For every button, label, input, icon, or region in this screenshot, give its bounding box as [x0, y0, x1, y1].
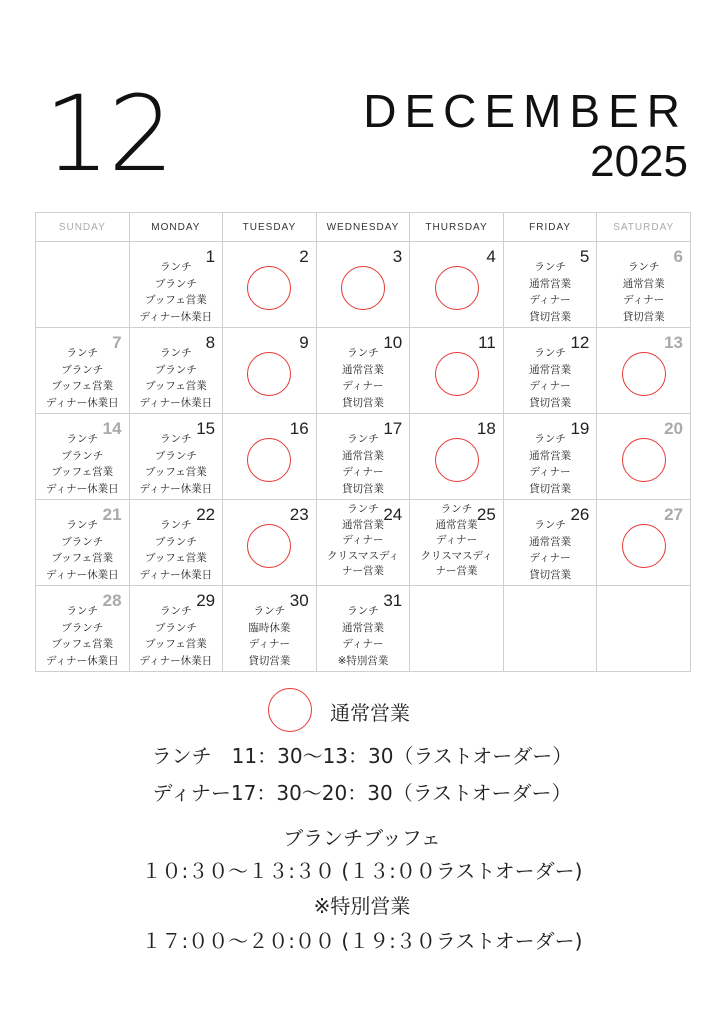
open-day-circle-icon [247, 352, 291, 396]
day-schedule [36, 345, 129, 411]
day-schedule [504, 259, 597, 325]
weekday-monday: MONDAY [129, 213, 223, 242]
empty-day-cell [503, 586, 597, 672]
day-schedule [597, 259, 690, 325]
schedule-line: 貸切営業 [529, 482, 572, 495]
open-day-circle-icon [247, 524, 291, 568]
schedule-line: 通常営業 [529, 535, 572, 548]
schedule-line: ランチ [160, 433, 192, 445]
day-number: 22 [196, 505, 216, 524]
schedule-line: ディナー [342, 534, 384, 546]
open-day-circle-icon [435, 352, 479, 396]
day-schedule [504, 431, 597, 497]
weekday-thursday: THURSDAY [410, 213, 504, 242]
day-number: 13 [664, 333, 683, 352]
day-cell-11 [410, 328, 504, 414]
schedule-line: ディナー休業日 [139, 396, 213, 409]
day-number: 8 [205, 333, 216, 352]
schedule-line: ランチ [253, 605, 286, 617]
day-number: 16 [289, 419, 309, 438]
day-number: 10 [383, 333, 403, 352]
schedule-line: ディナー [342, 380, 384, 392]
schedule-line: ランチ [627, 261, 660, 273]
open-day-circle-icon [622, 524, 666, 568]
day-cell-24 [316, 500, 410, 586]
schedule-line: ブッフェ営業 [144, 466, 207, 478]
schedule-line: 通常営業 [341, 621, 384, 634]
weekday-friday: FRIDAY [503, 213, 597, 242]
day-cell-7 [36, 328, 130, 414]
schedule-line: 通常営業 [341, 363, 384, 376]
schedule-line: ナー営業 [341, 565, 384, 577]
day-number: 4 [486, 247, 496, 266]
open-day-circle-icon [435, 266, 479, 310]
schedule-line: 臨時休業 [248, 621, 291, 634]
day-cell-20 [597, 414, 691, 500]
day-number: 28 [102, 591, 122, 610]
open-day-circle-icon [622, 352, 666, 396]
day-number: 26 [570, 505, 590, 524]
schedule-line: 貸切営業 [248, 654, 291, 667]
day-cell-6 [597, 242, 691, 328]
weekday-wednesday: WEDNESDAY [316, 213, 410, 242]
schedule-line: ブランチ [154, 535, 197, 548]
lunch-hours: ランチ 11：30〜13：30（ラストオーダー） [151, 744, 573, 768]
schedule-line: ランチ [347, 503, 379, 515]
schedule-line: ディナー [248, 638, 290, 650]
schedule-line: 貸切営業 [529, 310, 572, 323]
schedule-line: ディナー [529, 466, 571, 478]
schedule-line: ディナー [529, 552, 571, 564]
open-day-circle-icon [247, 438, 291, 482]
schedule-line: 貸切営業 [341, 396, 384, 409]
day-schedule [130, 517, 223, 583]
schedule-line: 通常営業 [341, 518, 384, 531]
schedule-line: ランチ [66, 519, 99, 531]
year: 2025 [590, 137, 688, 186]
schedule-line: ランチ [160, 261, 192, 273]
schedule-line: ブッフェ営業 [51, 552, 114, 564]
day-schedule [36, 517, 129, 583]
day-schedule [504, 345, 597, 411]
day-schedule [36, 431, 129, 497]
day-cell-27 [597, 500, 691, 586]
schedule-line: ブランチ [154, 449, 197, 462]
day-number: 21 [102, 505, 122, 524]
schedule-line: 通常営業 [435, 518, 478, 531]
empty-day-cell [36, 242, 130, 328]
schedule-line: ランチ [347, 605, 379, 617]
day-number: 2 [299, 247, 309, 266]
schedule-line: ランチ [160, 605, 192, 617]
day-schedule [130, 345, 223, 411]
schedule-line: ナー営業 [435, 565, 478, 577]
day-number: 5 [579, 247, 590, 266]
schedule-line: ブランチ [154, 621, 197, 634]
schedule-line: ブッフェ営業 [144, 552, 207, 564]
dinner-hours: ディナー17：30〜20：30（ラストオーダー） [152, 781, 572, 805]
weekday-sunday: SUNDAY [36, 213, 130, 242]
day-cell-13 [597, 328, 691, 414]
day-schedule [504, 517, 597, 583]
schedule-line: ランチ [347, 347, 379, 359]
schedule-line: ブランチ [154, 363, 197, 376]
day-number: 25 [476, 505, 496, 524]
schedule-line: クリスマスディ [326, 549, 399, 562]
day-schedule [317, 345, 410, 411]
schedule-line: ブランチ [61, 363, 104, 376]
open-day-circle-icon [435, 438, 479, 482]
day-cell-12 [503, 328, 597, 414]
schedule-line: 通常営業 [529, 277, 572, 290]
schedule-line: ブッフェ営業 [144, 294, 207, 306]
schedule-line: ブッフェ営業 [51, 638, 114, 650]
day-number: 27 [664, 505, 683, 524]
open-day-circle-icon [341, 266, 385, 310]
day-number: 12 [570, 333, 590, 352]
schedule-line: ブッフェ営業 [144, 380, 207, 392]
day-schedule [130, 603, 223, 669]
schedule-line: ランチ [160, 347, 192, 359]
weekday-tuesday: TUESDAY [223, 213, 317, 242]
schedule-line: ディナー休業日 [139, 568, 213, 581]
schedule-line: ディナー [529, 380, 571, 392]
day-cell-18 [410, 414, 504, 500]
day-number: 17 [383, 419, 403, 438]
day-schedule [130, 259, 223, 325]
empty-day-cell [410, 586, 504, 672]
schedule-line: ディナー休業日 [45, 568, 119, 581]
schedule-line: ブッフェ営業 [51, 380, 114, 392]
schedule-line: ランチ [66, 605, 99, 617]
schedule-line: ※特別営業 [337, 654, 389, 667]
day-number: 30 [289, 591, 309, 610]
day-cell-10 [316, 328, 410, 414]
day-number: 15 [196, 419, 216, 438]
week-row [36, 500, 691, 586]
day-cell-19 [503, 414, 597, 500]
day-schedule [317, 431, 410, 497]
month-number: 12 [44, 73, 173, 195]
day-cell-3 [316, 242, 410, 328]
special-title: ※特別営業 [313, 894, 411, 918]
day-cell-2 [223, 242, 317, 328]
empty-day-cell [597, 586, 691, 672]
day-number: 29 [196, 591, 216, 610]
week-row [36, 414, 691, 500]
schedule-line: 通常営業 [622, 277, 665, 290]
day-cell-9 [223, 328, 317, 414]
brunch-hours: １０:３０〜１３:３０ (１３:００ラストオーダー) [141, 859, 583, 883]
day-cell-1 [129, 242, 223, 328]
schedule-line: ランチ [66, 433, 99, 445]
schedule-line: ランチ [534, 433, 566, 445]
day-number: 14 [102, 419, 122, 438]
schedule-line: ディナー [342, 638, 384, 650]
day-cell-30 [223, 586, 317, 672]
day-schedule [317, 603, 410, 669]
day-number: 23 [289, 505, 309, 524]
legend-circle-icon [268, 688, 312, 732]
schedule-line: ディナー [435, 534, 478, 546]
schedule-line: 貸切営業 [529, 396, 572, 409]
day-cell-5 [503, 242, 597, 328]
day-schedule [410, 502, 503, 580]
day-cell-21 [36, 500, 130, 586]
week-row [36, 328, 691, 414]
day-cell-31 [316, 586, 410, 672]
weekday-header-row [36, 213, 691, 242]
schedule-line: 通常営業 [341, 449, 384, 462]
week-row [36, 242, 691, 328]
day-cell-17 [316, 414, 410, 500]
schedule-line: ディナー [342, 466, 384, 478]
day-cell-26 [503, 500, 597, 586]
schedule-line: 通常営業 [529, 363, 572, 376]
brunch-title: ブランチブッフェ [283, 826, 441, 850]
schedule-line: 通常営業 [529, 449, 572, 462]
schedule-line: ランチ [534, 261, 566, 273]
day-number: 1 [205, 247, 216, 266]
day-cell-14 [36, 414, 130, 500]
schedule-line: ランチ [160, 519, 192, 531]
open-day-circle-icon [622, 438, 666, 482]
schedule-line: ブランチ [61, 621, 104, 634]
schedule-line: ブランチ [61, 535, 104, 548]
schedule-line: ブランチ [154, 277, 197, 290]
schedule-line: ランチ [347, 433, 379, 445]
schedule-line: ブランチ [61, 449, 104, 462]
day-number: 11 [478, 333, 496, 352]
schedule-line: ディナー [529, 294, 571, 306]
legend-circle-label: 通常営業 [330, 701, 410, 725]
open-day-circle-icon [247, 266, 291, 310]
schedule-line: 貸切営業 [529, 568, 572, 581]
day-cell-16 [223, 414, 317, 500]
day-schedule [130, 431, 223, 497]
day-number: 7 [112, 333, 122, 352]
calendar-grid [35, 212, 691, 672]
schedule-line: ディナー休業日 [45, 396, 119, 409]
week-row [36, 586, 691, 672]
schedule-line: ディナー [623, 294, 665, 306]
schedule-line: ランチ [534, 519, 566, 531]
day-number: 3 [392, 247, 403, 266]
special-hours: １７:００〜２０:００ (１９:３０ラストオーダー) [141, 929, 583, 953]
day-number: 31 [383, 591, 403, 610]
schedule-line: クリスマスディ [420, 549, 493, 562]
schedule-line: ランチ [440, 503, 473, 515]
day-cell-25 [410, 500, 504, 586]
day-cell-22 [129, 500, 223, 586]
day-number: 18 [476, 419, 496, 438]
schedule-line: ランチ [534, 347, 566, 359]
day-cell-28 [36, 586, 130, 672]
schedule-line: ブッフェ営業 [51, 466, 114, 478]
schedule-line: ディナー休業日 [139, 310, 213, 323]
day-number: 9 [299, 333, 309, 352]
day-number: 6 [673, 247, 683, 266]
schedule-line: ブッフェ営業 [144, 638, 207, 650]
day-cell-4 [410, 242, 504, 328]
weekday-saturday: SATURDAY [597, 213, 691, 242]
day-number: 24 [383, 505, 403, 524]
month-name: DECEMBER [363, 85, 688, 137]
schedule-line: ディナー休業日 [139, 482, 213, 495]
day-cell-15 [129, 414, 223, 500]
schedule-line: 貸切営業 [341, 482, 384, 495]
day-schedule [36, 603, 129, 669]
day-cell-29 [129, 586, 223, 672]
day-schedule [317, 502, 410, 580]
schedule-line: ディナー休業日 [45, 654, 119, 667]
schedule-line: ディナー休業日 [45, 482, 119, 495]
day-cell-8 [129, 328, 223, 414]
day-number: 20 [664, 419, 683, 438]
schedule-line: ランチ [66, 347, 99, 359]
day-cell-23 [223, 500, 317, 586]
schedule-line: ディナー休業日 [139, 654, 213, 667]
day-number: 19 [570, 419, 590, 438]
day-schedule [223, 603, 316, 669]
schedule-line: 貸切営業 [622, 310, 665, 323]
